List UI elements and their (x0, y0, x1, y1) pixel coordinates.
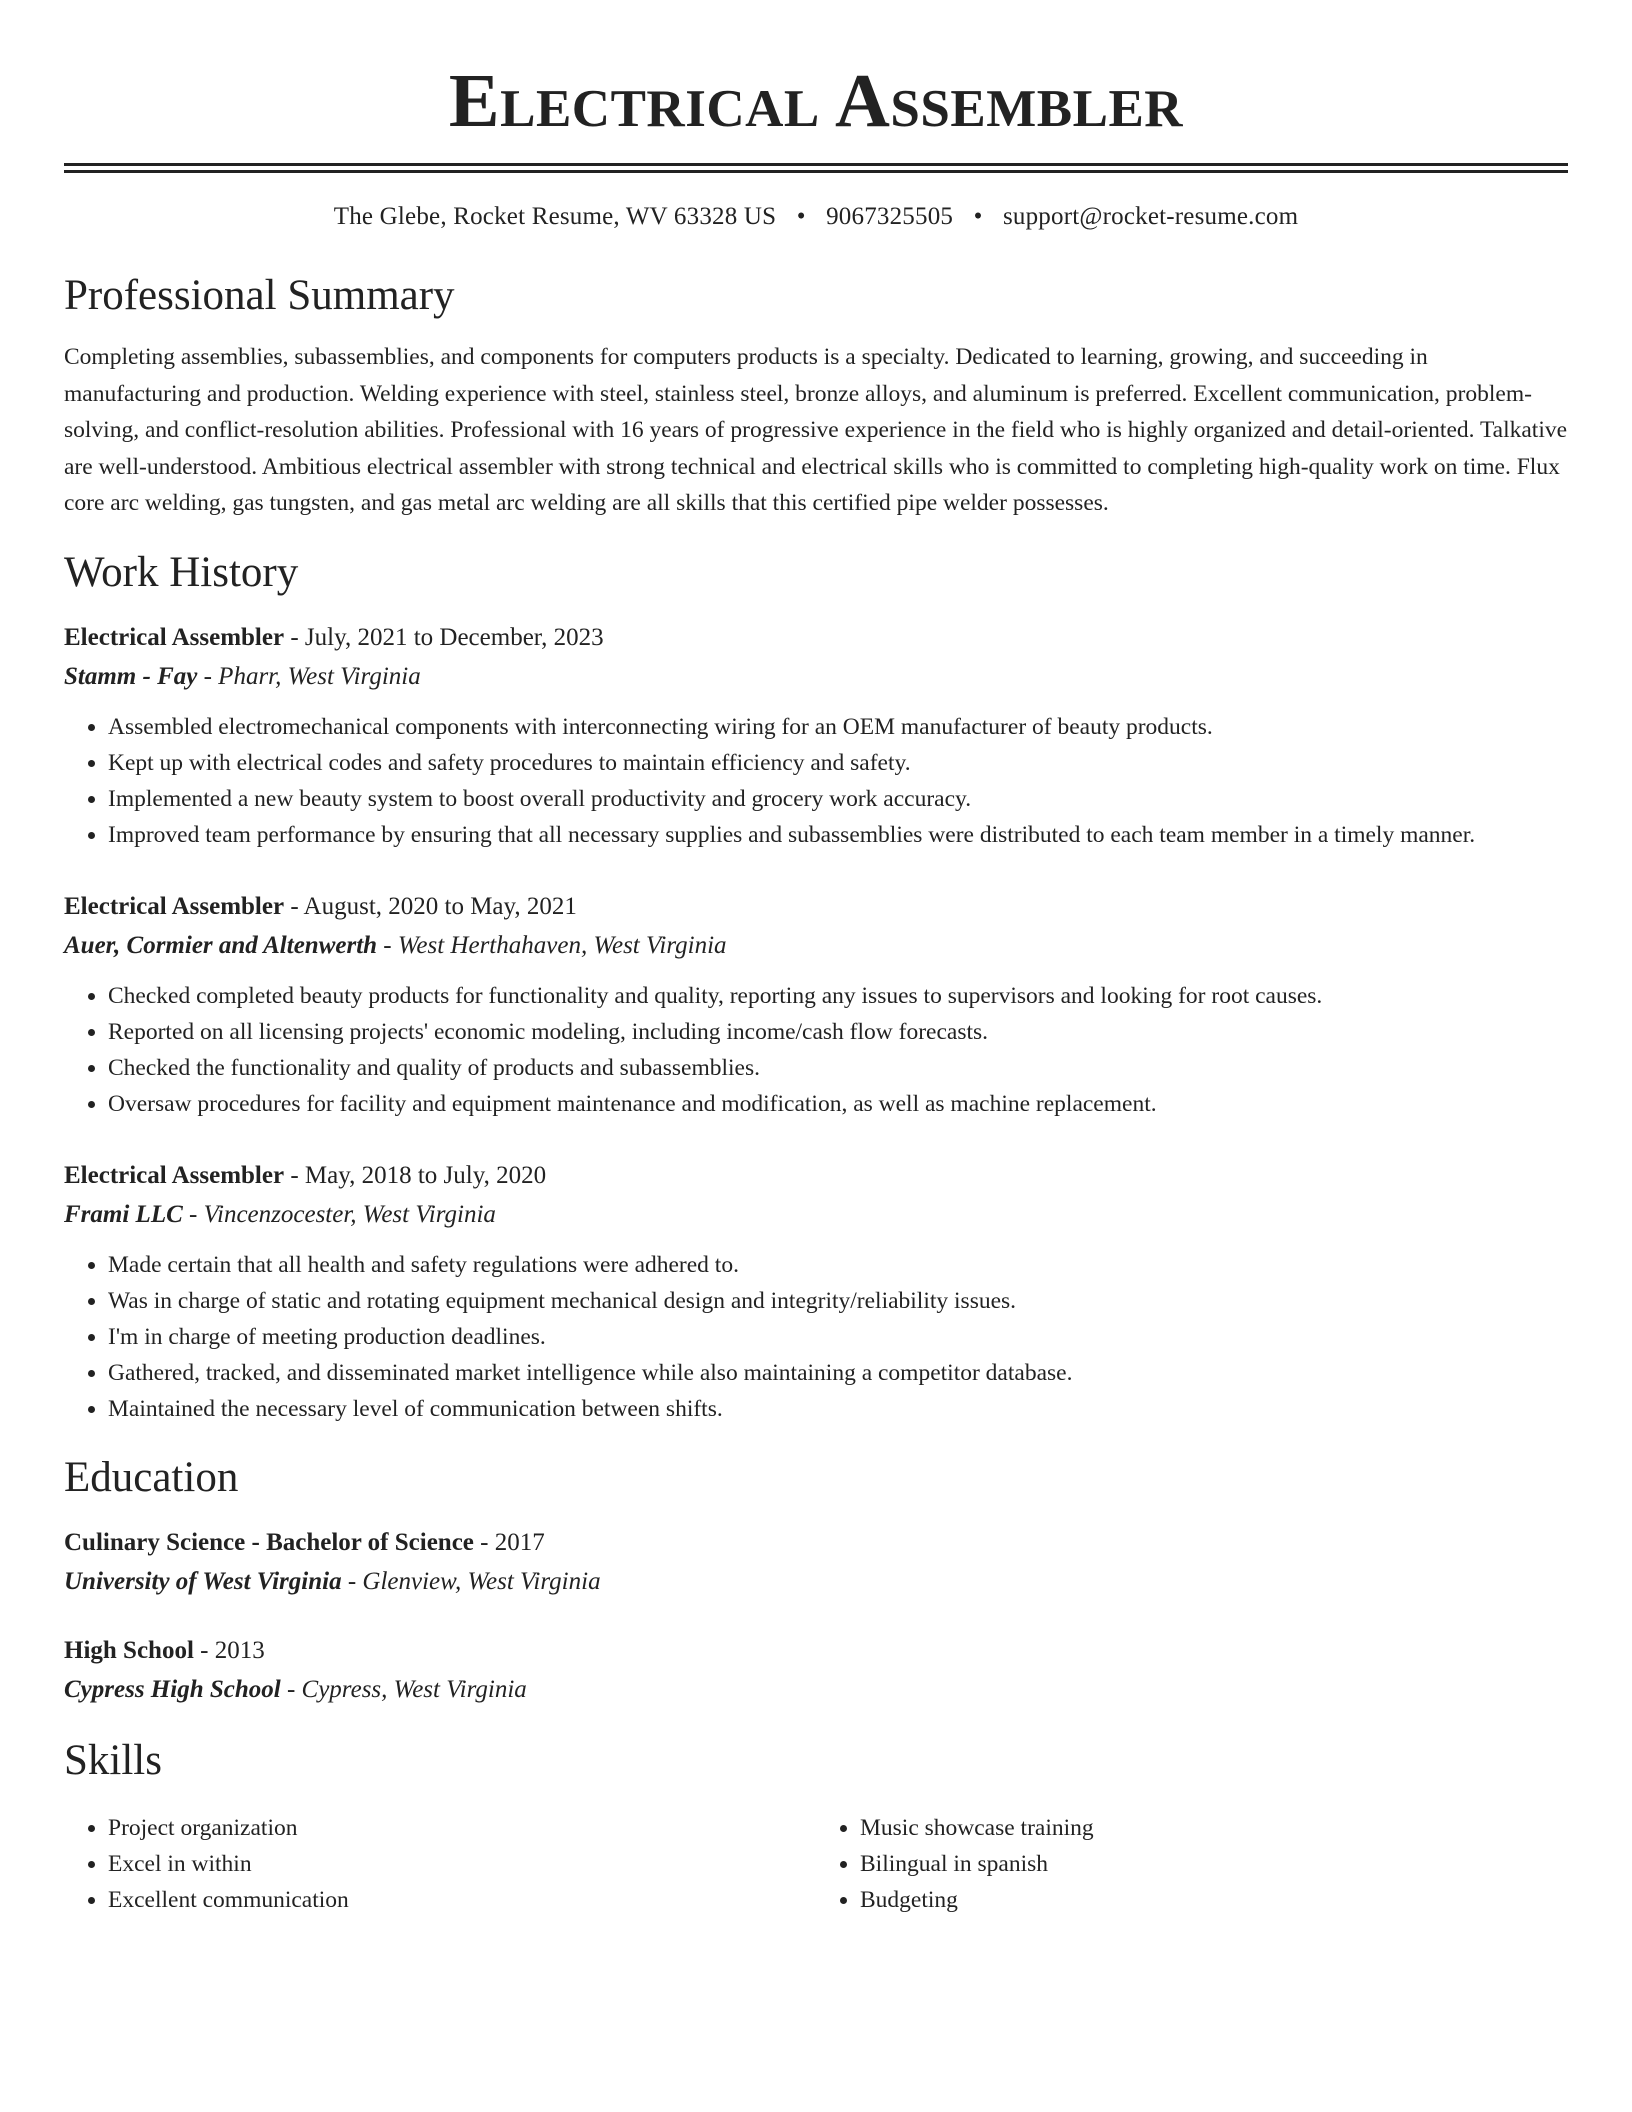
job-role: Electrical Assembler (64, 1161, 285, 1189)
job-header (64, 619, 1568, 657)
summary-section-title: Professional Summary (64, 272, 455, 319)
job-location: Pharr, West Virginia (218, 662, 421, 690)
education-header (64, 1524, 1568, 1562)
job-duty: • Was in charge of static and rotating equipment mechanical design and integrity/reliability issues. (108, 1283, 1568, 1319)
skill-item: • Music showcase training (860, 1810, 1568, 1846)
job-dates: July, 2021 to December, 2023 (304, 623, 604, 651)
job-header (64, 1157, 1568, 1195)
contact-address: The Glebe, Rocket Resume, WV 63328 US (333, 203, 777, 230)
header-double-rule (64, 163, 1568, 173)
dash: - (284, 892, 304, 920)
education-header (64, 1632, 1568, 1670)
contact-line (64, 201, 1568, 233)
education-year: 2017 (494, 1528, 545, 1556)
education-location: Cypress, West Virginia (301, 1675, 527, 1703)
contact-separator: • (796, 203, 806, 230)
job-entry (64, 888, 1568, 1122)
skills-columns (64, 1810, 1568, 1918)
education-entry (64, 1632, 1568, 1710)
work-history-section-title: Work History (64, 548, 299, 596)
job-duty: • I'm in charge of meeting production deadlines. (108, 1319, 1568, 1355)
dash: - (341, 1567, 363, 1595)
summary-paragraph: Completing assemblies, subassemblies, and components for computers products is a specialty. Dedicated to learning, growing, and succeeding in manufacturing and production. Welding experience with steel, stainless steel, bronze alloys, and aluminum is preferred. Excellent communication, problem-solving, and conflict-resolution abilities. Professional with 16 years of progressive experience in the field who is highly organized and detail-oriented. Talkative are well-understood. Ambitious electrical assembler with strong technical and electrical skills who is committed to completing high-quality work on time. Flux core arc welding, gas tungsten, and gas metal arc welding are all skills that this certified pipe welder possesses. (64, 344, 1568, 516)
job-entry (64, 619, 1568, 853)
contact-separator: • (973, 203, 983, 230)
skill-item: • Excellent communication (108, 1882, 816, 1918)
job-header (64, 888, 1568, 926)
education-section-title: Education (64, 1453, 239, 1501)
contact-email: support@rocket-resume.com (1002, 203, 1299, 230)
education-school-line (64, 1670, 1568, 1710)
resume-name-heading: Electrical Assembler (448, 59, 1184, 143)
job-duty: • Kept up with electrical codes and safety procedures to maintain efficiency and safety. (108, 745, 1568, 781)
skills-section-title: Skills (64, 1736, 162, 1784)
job-company: Stamm - Fay (64, 662, 198, 690)
job-location: Vincenzocester, West Virginia (203, 1200, 496, 1228)
education-year: 2013 (214, 1636, 265, 1664)
job-duties-list (64, 1247, 1568, 1427)
skill-item: • Project organization (108, 1810, 816, 1846)
job-duty: • Checked the functionality and quality of products and subassemblies. (108, 1050, 1568, 1086)
job-dates: August, 2020 to May, 2021 (303, 892, 577, 920)
education-degree: High School (64, 1636, 194, 1664)
job-company-line (64, 1195, 1568, 1235)
job-company-line (64, 926, 1568, 966)
job-company: Auer, Cormier and Altenwerth (64, 931, 378, 959)
dash: - (377, 931, 398, 959)
job-role: Electrical Assembler (64, 892, 285, 920)
dash: - (193, 1636, 215, 1664)
skill-item: • Bilingual in spanish (860, 1846, 1568, 1882)
job-duty: • Made certain that all health and safety regulations were adhered to. (108, 1247, 1568, 1283)
dash: - (473, 1528, 495, 1556)
job-entry (64, 1157, 1568, 1427)
education-entry (64, 1524, 1568, 1602)
job-company-line (64, 657, 1568, 697)
job-duty: • Gathered, tracked, and disseminated market intelligence while also maintaining a competitor database. (108, 1355, 1568, 1391)
education-school: Cypress High School (64, 1675, 281, 1703)
job-duty: • Reported on all licensing projects' economic modeling, including income/cash flow forecasts. (108, 1014, 1568, 1050)
dash: - (284, 623, 305, 651)
dash: - (182, 1200, 204, 1228)
job-location: West Herthahaven, West Virginia (397, 931, 727, 959)
job-duty: • Checked completed beauty products for functionality and quality, reporting any issues to supervisors and looking for root causes. (108, 978, 1568, 1014)
dash: - (284, 1161, 305, 1189)
job-duties-list (64, 709, 1568, 853)
dash: - (197, 662, 219, 690)
skills-list-left (64, 1810, 816, 1918)
job-duty: • Assembled electromechanical components with interconnecting wiring for an OEM manufacturer of beauty products. (108, 709, 1568, 745)
skill-item: • Budgeting (860, 1882, 1568, 1918)
job-duty: • Maintained the necessary level of communication between shifts. (108, 1391, 1568, 1427)
education-school-line (64, 1562, 1568, 1602)
education-location: Glenview, West Virginia (362, 1567, 601, 1595)
job-duty: • Improved team performance by ensuring that all necessary supplies and subassemblies were distributed to each team member in a timely manner. (108, 817, 1568, 853)
job-duties-list (64, 978, 1568, 1122)
job-dates: May, 2018 to July, 2020 (304, 1161, 547, 1189)
job-role: Electrical Assembler (64, 623, 285, 651)
dash: - (280, 1675, 302, 1703)
education-school: University of West Virginia (64, 1567, 342, 1595)
skill-item: • Excel in within (108, 1846, 816, 1882)
education-degree: Culinary Science - Bachelor of Science (64, 1528, 474, 1556)
job-duty: • Oversaw procedures for facility and equipment maintenance and modification, as well as machine replacement. (108, 1086, 1568, 1122)
job-company: Frami LLC (64, 1200, 183, 1228)
skills-list-right (816, 1810, 1568, 1918)
contact-phone: 9067325505 (826, 203, 954, 230)
job-duty: • Implemented a new beauty system to boost overall productivity and grocery work accuracy. (108, 781, 1568, 817)
